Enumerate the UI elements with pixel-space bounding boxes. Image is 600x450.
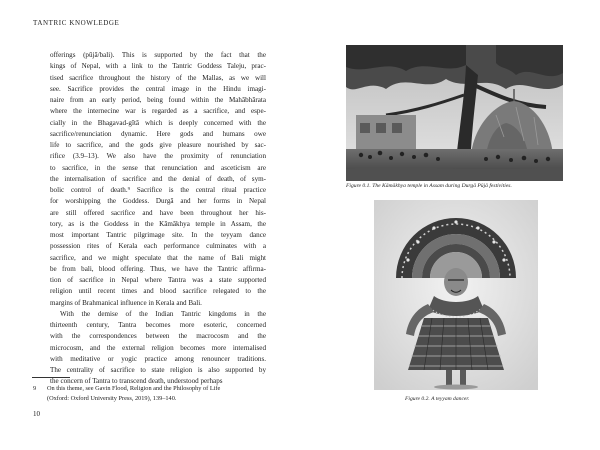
body-line: most important Tantric pilgrimage site. In the teyyam dance — [50, 231, 266, 239]
body-text — [50, 50, 266, 388]
body-line: naire from an early period, being found within the Mahābhārata — [50, 96, 266, 104]
figure-1-caption: Figure 0.1. The Kāmākhya temple in Assam during Durgā Pūjā festivities. — [346, 183, 512, 189]
body-line: offerings (pūjā/bali). This is supported by the fact that the — [50, 51, 266, 59]
body-line: be from bali, blood offering. Thus, we have the Tantric affirma- — [50, 264, 266, 273]
running-head: TANTRIC KNOWLEDGE — [33, 19, 120, 27]
body-line: kings of Nepal, with a link to the Tantric Goddess Taleju, prac- — [50, 62, 266, 71]
body-line: for worshipping the Goddess. Durgā and her forms in Nepal — [50, 197, 266, 206]
body-line: possession rites of Kerala each performance culminates with a — [50, 242, 266, 251]
body-line: tised sacrifice throughout the history of the Mallas, as we will — [50, 73, 266, 82]
body-line: With the demise of the Indian Tantric kingdoms in the — [60, 309, 266, 318]
body-line: are still offered sacrifice and have been throughout her his- — [50, 208, 266, 217]
footnote-rule — [32, 377, 70, 378]
body-line: where the internecine war is regarded as a sacrifice, and espe- — [50, 107, 266, 116]
body-line: see. Sacrifice provides the central image in the Hindu imagi- — [50, 84, 266, 93]
body-line: cially in the Bhagavad-gītā which is deeply concerned with the — [50, 118, 266, 127]
body-line: The centrality of sacrifice to state religion is also supported by — [50, 366, 266, 374]
kamakhya-temple-photo — [346, 45, 563, 181]
body-line: sacrifice, and we might speculate that the name of Bali might — [50, 253, 266, 262]
body-line: life to sacrifice, and the gods give pleasure nourished by sac- — [50, 141, 266, 149]
body-line: microcosm, and the external religion becomes more internalised — [50, 343, 266, 352]
body-line: with the correspondences between the macrocosm and the — [50, 332, 266, 341]
footnote-line-2: (Oxford: Oxford University Press, 2019), 139–140. — [47, 395, 177, 402]
body-line: tory, as is the Goddess in the Kāmākhya temple in Assam, the — [50, 219, 266, 228]
body-line: margins of Brahmanical influence in Kerala and Bali. — [50, 298, 202, 307]
footnote-line-1: On this theme, see Gavin Flood, Religion and the Philosophy of Life — [47, 385, 221, 392]
page-number: 10 — [33, 410, 40, 418]
body-line: the internalisation of sacrifice and the denial of death, of sym- — [50, 174, 266, 183]
body-line: religion until recent times and blood sacrifice relegated to the — [50, 287, 266, 296]
teyyam-dancer-photo — [374, 200, 538, 390]
body-line: rifice (3.9–13). We also have the proximity of renunciation — [50, 152, 266, 161]
footnote — [33, 384, 273, 404]
body-line: to sacrifice, in the sense that renunciation and asceticism are — [50, 163, 266, 172]
body-line: bolic control of death.⁹ Sacrifice is the central ritual practice — [50, 186, 266, 194]
body-line: tion of sacrifice in Nepal where Tantra was a state supported — [50, 276, 266, 284]
footnote-number: 9 — [33, 385, 37, 392]
body-line: thirteenth century, Tantra becomes more esoteric, concerned — [50, 321, 266, 329]
body-line: the concern of Tantra to transcend death, understood perhaps — [50, 377, 223, 386]
figure-2-caption: Figure 0.2. A teyyam dancer. — [405, 396, 470, 402]
body-line: sacrifice/renunciation dynamic. Here gods and humans owe — [50, 129, 266, 138]
body-line: with meditative or yogic practice among renouncer traditions. — [50, 354, 266, 363]
